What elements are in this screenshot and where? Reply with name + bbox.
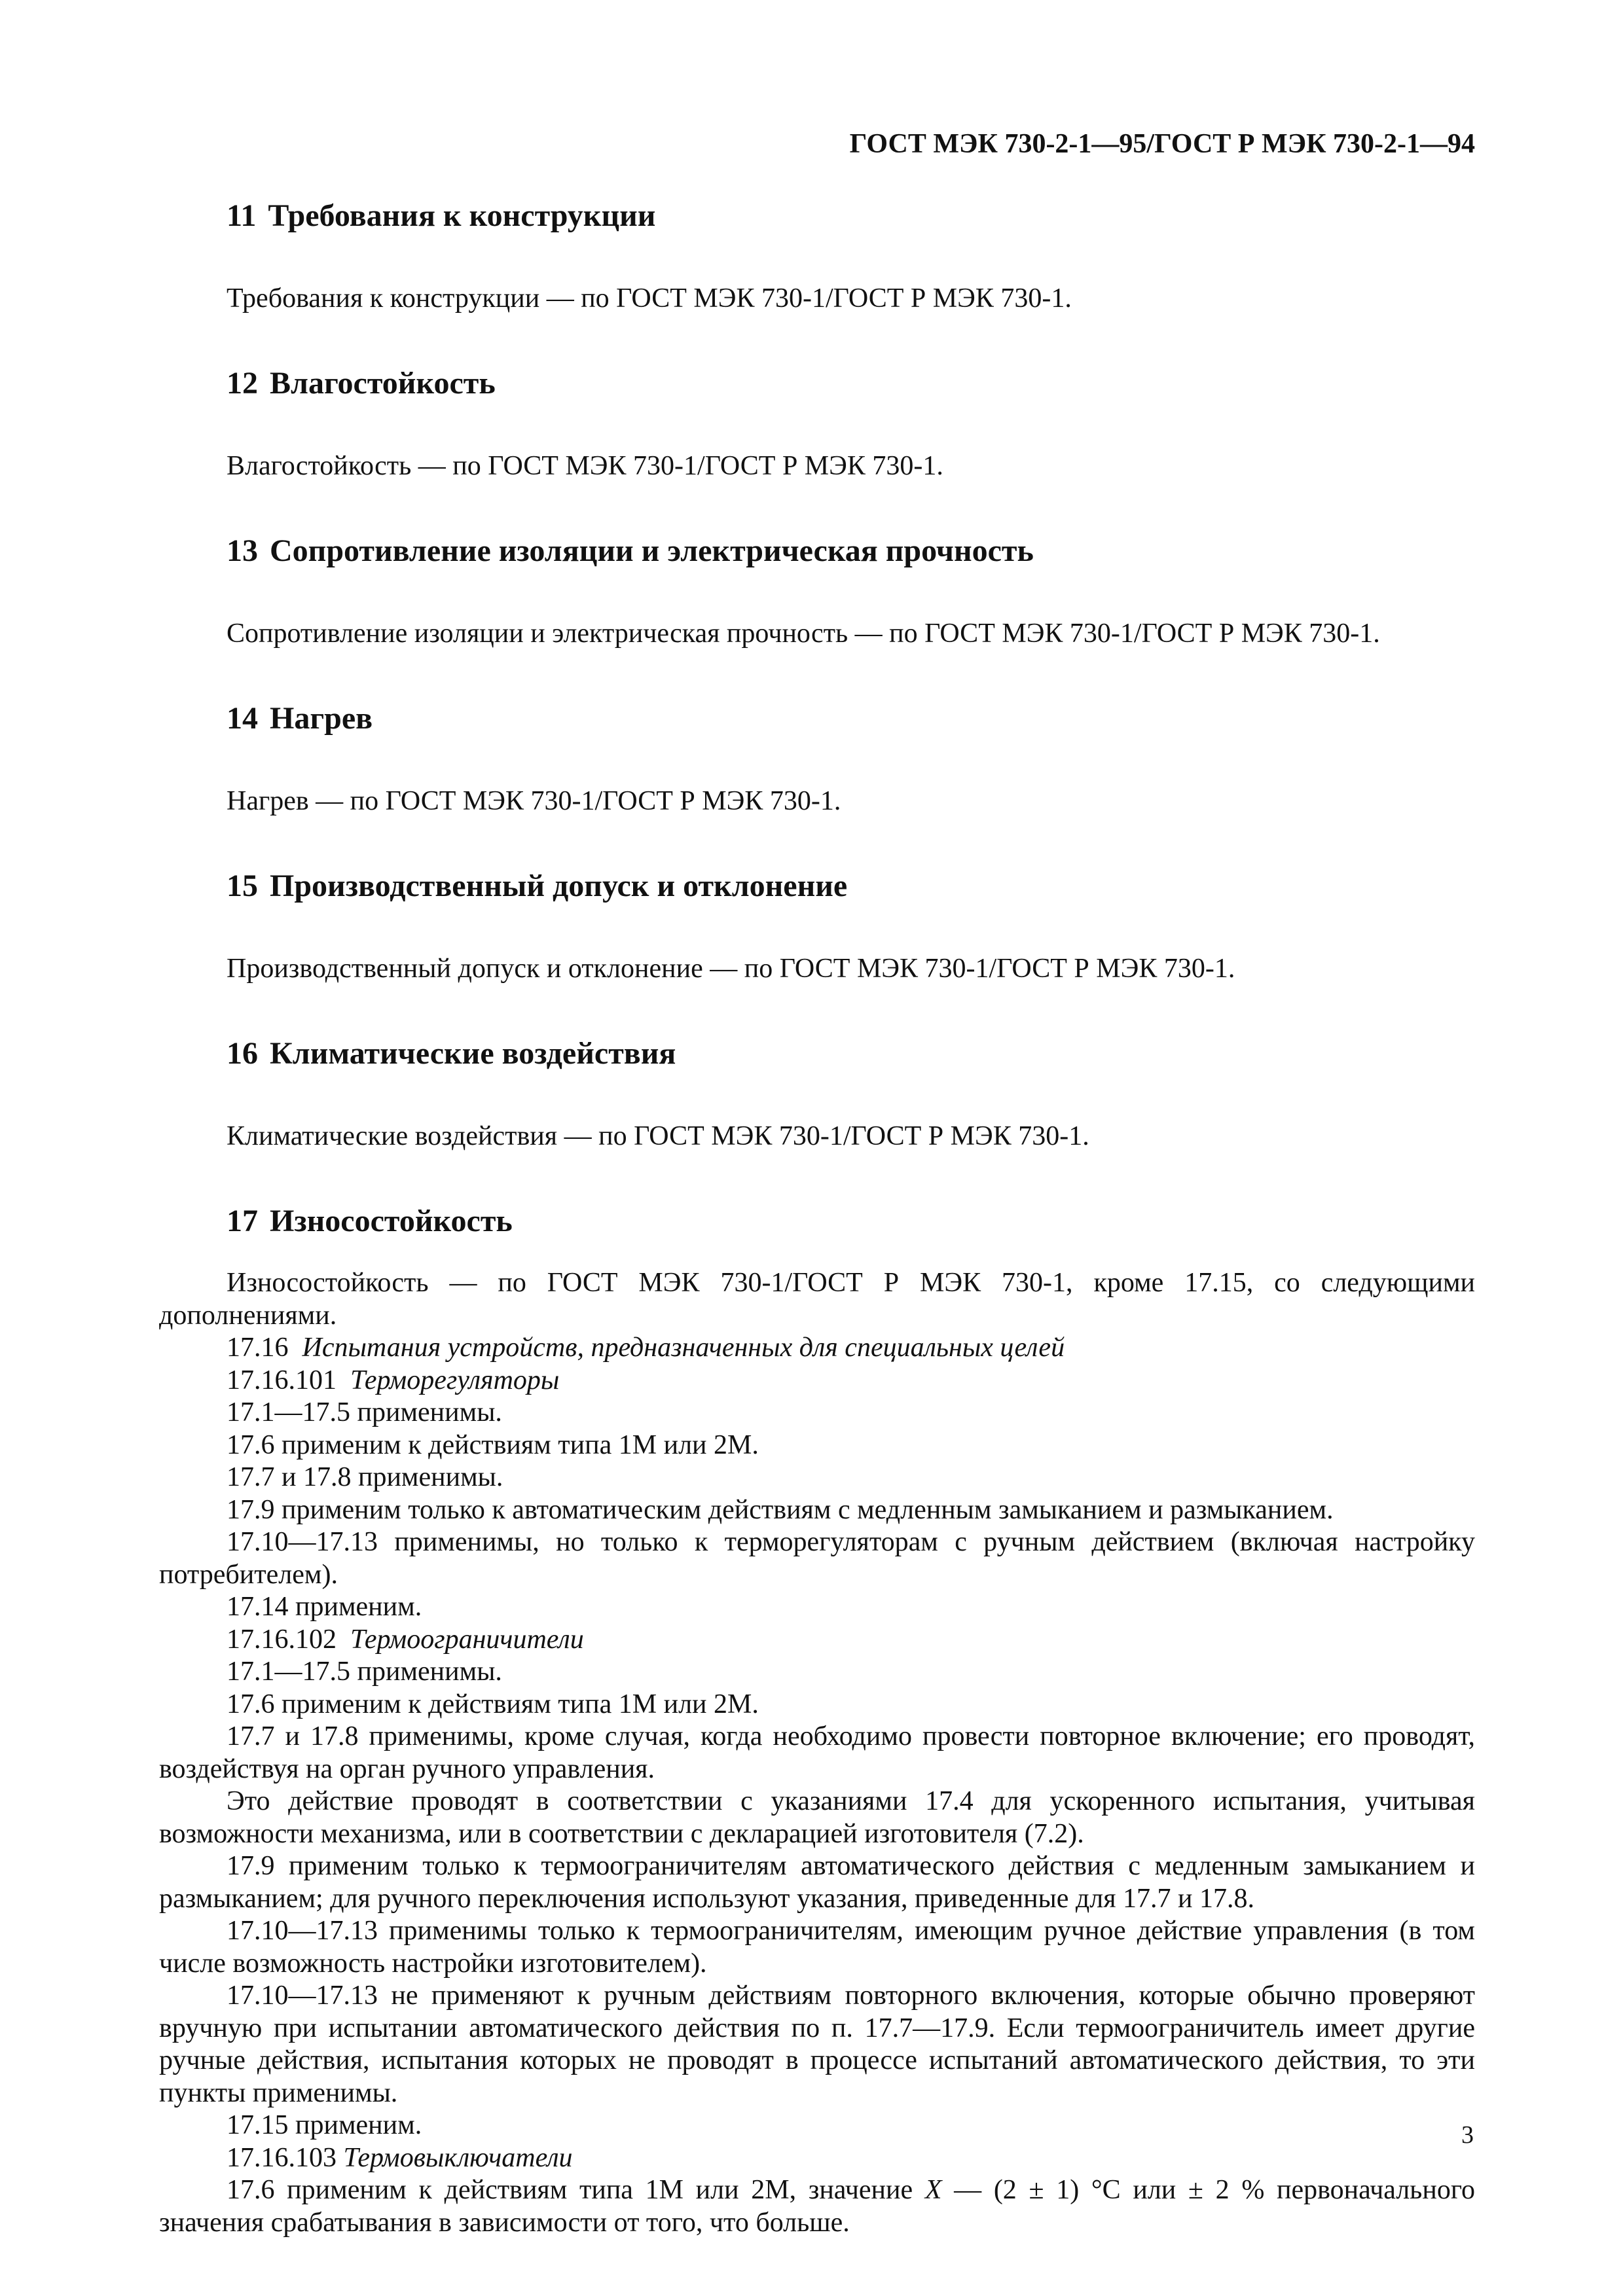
clause-17-16-102-heading	[159, 1624, 1475, 1657]
clause-paragraph: 17.7 и 17.8 применимы.	[227, 1462, 503, 1492]
section-title: Сопротивление изоляции и электрическая прочность	[270, 533, 1034, 568]
clause-paragraph: 17.7 и 17.8 применимы, кроме случая, когда необходимо провести повторное включение; его проводят, воздействуя на орган ручного управления.	[159, 1721, 1475, 1784]
section-title: Климатические воздействия	[270, 1036, 676, 1071]
document-body	[159, 196, 1475, 2239]
clause-paragraph: 17.10—17.13 применимы только к термоограничителям, имеющим ручное действие управления (в том числе возможность настройки изготовителем).	[159, 1916, 1475, 1979]
clause-title: Термовыключатели	[343, 2142, 573, 2173]
clause-17-16-101-heading	[159, 1365, 1475, 1397]
clause-title: Испытания устройств, предназначенных для специальных целей	[302, 1333, 1065, 1363]
section-number: 14	[227, 701, 258, 736]
section-number: 12	[227, 366, 258, 401]
section-title: Нагрев	[270, 701, 373, 736]
section-number: 11	[227, 198, 257, 233]
section-number: 15	[227, 869, 258, 903]
clause-17-16-103-heading	[159, 2142, 1475, 2175]
document-code-header: ГОСТ МЭК 730-2-1—95/ГОСТ Р МЭК 730-2-1—94	[849, 129, 1475, 159]
section-13-heading	[227, 531, 1475, 571]
section-13-text: Сопротивление изоляции и электрическая прочность — по ГОСТ МЭК 730-1/ГОСТ Р МЭК 730-1.	[227, 619, 1380, 649]
section-title: Износостойкость	[270, 1204, 513, 1238]
section-12-text: Влагостойкость — по ГОСТ МЭК 730-1/ГОСТ Р МЭК 730-1.	[227, 451, 943, 481]
clause-paragraph: 17.6 применим к действиям типа 1М или 2М.	[227, 1429, 759, 1460]
clause-paragraph: 17.10—17.13 применимы, но только к терморегуляторам с ручным действием (включая настройку потребителем).	[159, 1527, 1475, 1590]
section-11-text: Требования к конструкции — по ГОСТ МЭК 730-1/ГОСТ Р МЭК 730-1.	[227, 283, 1072, 314]
clause-paragraph: 17.9 применим только к автоматическим действиям с медленным замыканием и размыканием.	[227, 1494, 1334, 1525]
section-number: 13	[227, 533, 258, 568]
section-14-text: Нагрев — по ГОСТ МЭК 730-1/ГОСТ Р МЭК 730-1.	[227, 786, 841, 816]
section-12-heading	[227, 364, 1475, 403]
section-17-intro: Износостойкость — по ГОСТ МЭК 730-1/ГОСТ Р МЭК 730-1, кроме 17.15, со следующими дополнениями.	[159, 1268, 1475, 1331]
clause-paragraph	[159, 2174, 1475, 2239]
clause-title: Терморегуляторы	[350, 1365, 560, 1395]
clause-17-16-heading	[159, 1332, 1475, 1365]
clause-number: 17.16.101	[227, 1365, 337, 1395]
section-number: 17	[227, 1204, 258, 1238]
clause-number: 17.16.102	[227, 1624, 337, 1655]
clause-number: 17.16	[227, 1333, 289, 1363]
clause-paragraph: 17.10—17.13 не применяют к ручным действиям повторного включения, которые обычно проверяют вручную при испытании автоматического действия по п. 17.7—17.9. Если термоограничитель имеет другие ручные действия, испытания которых не проводят в процессе испытаний автоматического действия, то эти пункты применимы.	[159, 1981, 1475, 2108]
section-15-text: Производственный допуск и отклонение — по ГОСТ МЭК 730-1/ГОСТ Р МЭК 730-1.	[227, 954, 1235, 984]
clause-text-part: — (2 ± 1) °С или ± 2 % первоначального значения срабатывания в зависимости от того, что больше.	[159, 2175, 1475, 2238]
section-15-heading	[227, 867, 1475, 906]
clause-number: 17.16.103	[227, 2142, 337, 2173]
section-title: Требования к конструкции	[268, 198, 656, 233]
clause-paragraph: 17.1—17.5 применимы.	[227, 1397, 502, 1427]
clause-paragraph: 17.1—17.5 применимы.	[227, 1657, 502, 1687]
clause-text-part: 17.6 применим к действиям типа 1М или 2М, значение	[227, 2175, 925, 2205]
section-17-heading	[227, 1202, 1475, 1241]
clause-paragraph: 17.15 применим.	[227, 2110, 422, 2140]
section-11-heading	[227, 196, 1475, 236]
clause-paragraph: 17.9 применим только к термоограничителям автоматического действия с медленным замыканием и размыканием; для ручного переключения используют указания, приведенные для 17.7 и 17.8.	[159, 1851, 1475, 1914]
section-16-heading	[227, 1034, 1475, 1073]
page-number: 3	[1461, 2121, 1474, 2149]
variable-x: X	[924, 2175, 942, 2205]
clause-title: Термоограничители	[350, 1624, 584, 1655]
section-title: Влагостойкость	[270, 366, 496, 401]
section-title: Производственный допуск и отклонение	[270, 869, 848, 903]
clause-paragraph: 17.14 применим.	[227, 1592, 422, 1622]
section-14-heading	[227, 699, 1475, 738]
section-16-text: Климатические воздействия — по ГОСТ МЭК 730-1/ГОСТ Р МЭК 730-1.	[227, 1121, 1089, 1151]
clause-paragraph: 17.6 применим к действиям типа 1М или 2М.	[227, 1689, 759, 1719]
clause-paragraph: Это действие проводят в соответствии с указаниями 17.4 для ускоренного испытания, учитывая возможности механизма, или в соответствии с декларацией изготовителя (7.2).	[159, 1786, 1475, 1849]
section-number: 16	[227, 1036, 258, 1071]
